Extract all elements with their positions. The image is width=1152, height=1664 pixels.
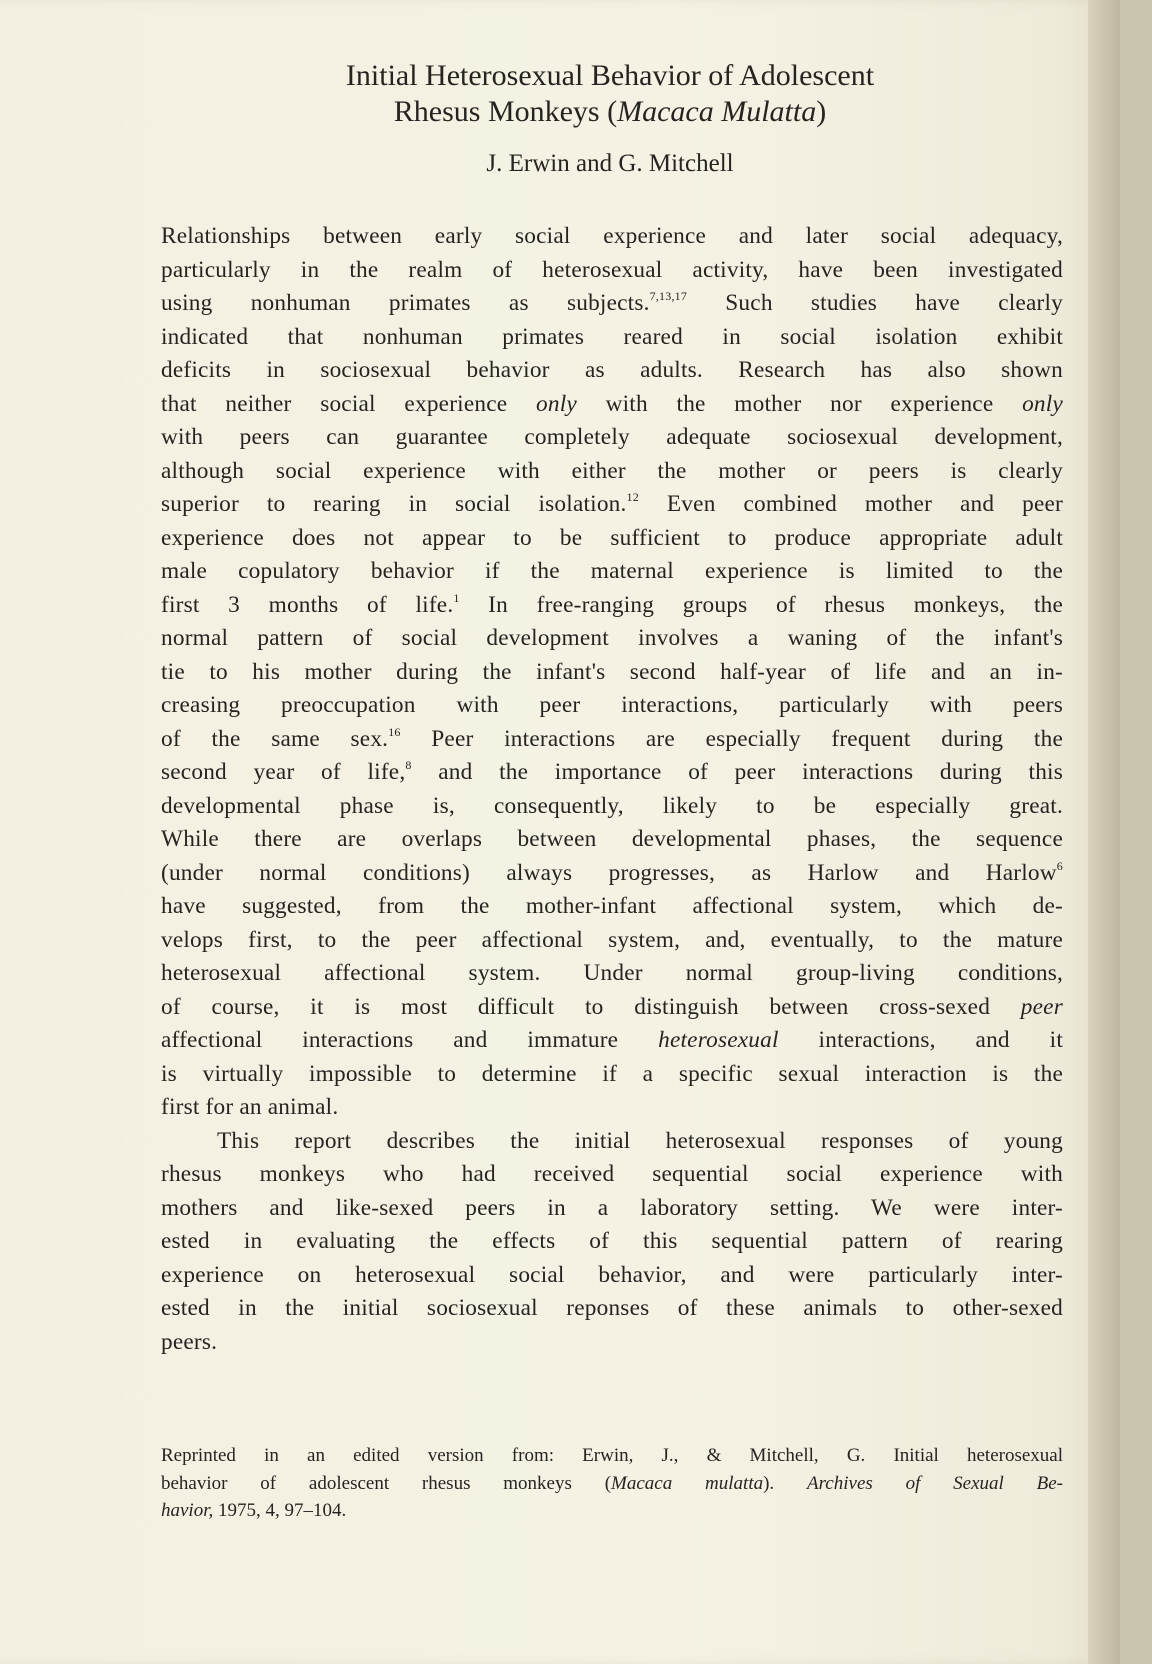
body-line: experience on heterosexual social behavior, and were particularly inter- bbox=[161, 1261, 1063, 1288]
body-line: tie to his mother during the infant's second half-year of life and an in- bbox=[161, 658, 1063, 685]
body-line: heterosexual affectional system. Under normal group-living conditions, bbox=[161, 960, 1063, 986]
body-line: rhesus monkeys who had received sequential social experience with bbox=[161, 1161, 1063, 1187]
body-line: normal pattern of social development involves a waning of the infant's bbox=[161, 625, 1063, 651]
citation-superscript: 1 bbox=[453, 590, 460, 605]
body-line: first 3 months of life.$^1$ In free-ranging groups of rhesus monkeys, the bbox=[161, 590, 1064, 618]
body-line: (under normal conditions) always progresses, as Harlow and Harlow$^6$ bbox=[161, 858, 1063, 886]
body-line: velops first, to the peer affectional system, and, eventually, to the mature bbox=[161, 926, 1063, 953]
citation-superscript: 7,13,17 bbox=[649, 289, 688, 303]
body-line: developmental phase is, consequently, likely to be especially great. bbox=[161, 792, 1063, 819]
body-line: male copulatory behavior if the maternal experience is limited to the bbox=[161, 558, 1063, 584]
body-line: ested in the initial sociosexual reponses of these animals to other-sexed bbox=[161, 1295, 1063, 1321]
article-authors: J. Erwin and G. Mitchell bbox=[486, 150, 734, 177]
body-line: While there are overlaps between developmental phases, the sequence bbox=[161, 826, 1063, 852]
title-line-1: Initial Heterosexual Behavior of Adolescent bbox=[345, 59, 875, 92]
body-line: superior to rearing in social isolation.$^{12}$ Even combined mother and peer bbox=[161, 490, 1063, 517]
body-line: creasing preoccupation with peer interactions, particularly with peers bbox=[161, 692, 1063, 718]
citation-superscript: 12 bbox=[626, 490, 639, 504]
body-line: experience does not appear to be sufficient to produce appropriate adult bbox=[161, 524, 1063, 551]
body-line: indicated that nonhuman primates reared in social isolation exhibit bbox=[161, 323, 1063, 350]
body-line: affectional interactions and immature heterosexual interactions, and it bbox=[161, 1027, 1063, 1053]
citation-superscript: 6 bbox=[1056, 858, 1063, 873]
body-line: mothers and like-sexed peers in a laboratory setting. We were inter- bbox=[161, 1194, 1063, 1221]
title-line-2: Rhesus Monkeys (Macaca Mulatta) bbox=[393, 95, 827, 128]
body-line: although social experience with either the mother or peers is clearly bbox=[161, 457, 1063, 484]
footnote-line: havior, 1975, 4, 97–104. bbox=[161, 1500, 347, 1521]
body-line: with peers can guarantee completely adequate sociosexual development, bbox=[161, 424, 1063, 450]
reprint-footnote bbox=[161, 1442, 1063, 1525]
body-line: second year of life,$^8$ and the importance of peer interactions during this bbox=[161, 758, 1063, 785]
body-line: that neither social experience only with the mother nor experience only bbox=[161, 390, 1063, 417]
body-line: peers. bbox=[161, 1328, 218, 1355]
citation-superscript: 16 bbox=[388, 724, 401, 739]
body-line: Relationships between early social experience and later social adequacy, bbox=[161, 223, 1063, 249]
article-body bbox=[161, 220, 1063, 1359]
body-line: have suggested, from the mother-infant affectional system, which de- bbox=[161, 893, 1063, 919]
body-line: is virtually impossible to determine if a specific sexual interaction is the bbox=[161, 1060, 1063, 1087]
body-line: particularly in the realm of heterosexual activity, have been investigated bbox=[161, 256, 1063, 283]
footnote-line: behavior of adolescent rhesus monkeys (Macaca mulatta). Archives of Sexual Be- bbox=[161, 1472, 1063, 1494]
body-line: This report describes the initial heterosexual responses of young bbox=[217, 1127, 1063, 1154]
body-line: using nonhuman primates as subjects.$^{7,13,17}$ Such studies have clearly bbox=[161, 289, 1063, 316]
body-line: of the same sex.$^{16}$ Peer interactions are especially frequent during the bbox=[161, 724, 1063, 752]
page-edge bbox=[1088, 0, 1120, 1664]
body-line: ested in evaluating the effects of this sequential pattern of rearing bbox=[161, 1228, 1063, 1254]
body-line: of course, it is most difficult to distinguish between cross-sexed peer bbox=[161, 993, 1063, 1020]
body-line: first for an animal. bbox=[161, 1094, 339, 1120]
citation-superscript: 8 bbox=[405, 758, 412, 772]
body-line: deficits in sociosexual behavior as adults. Research has also shown bbox=[161, 357, 1063, 383]
article-title bbox=[160, 58, 1060, 130]
footnote-line: Reprinted in an edited version from: Erwin, J., & Mitchell, G. Initial heterosexual bbox=[161, 1445, 1063, 1466]
